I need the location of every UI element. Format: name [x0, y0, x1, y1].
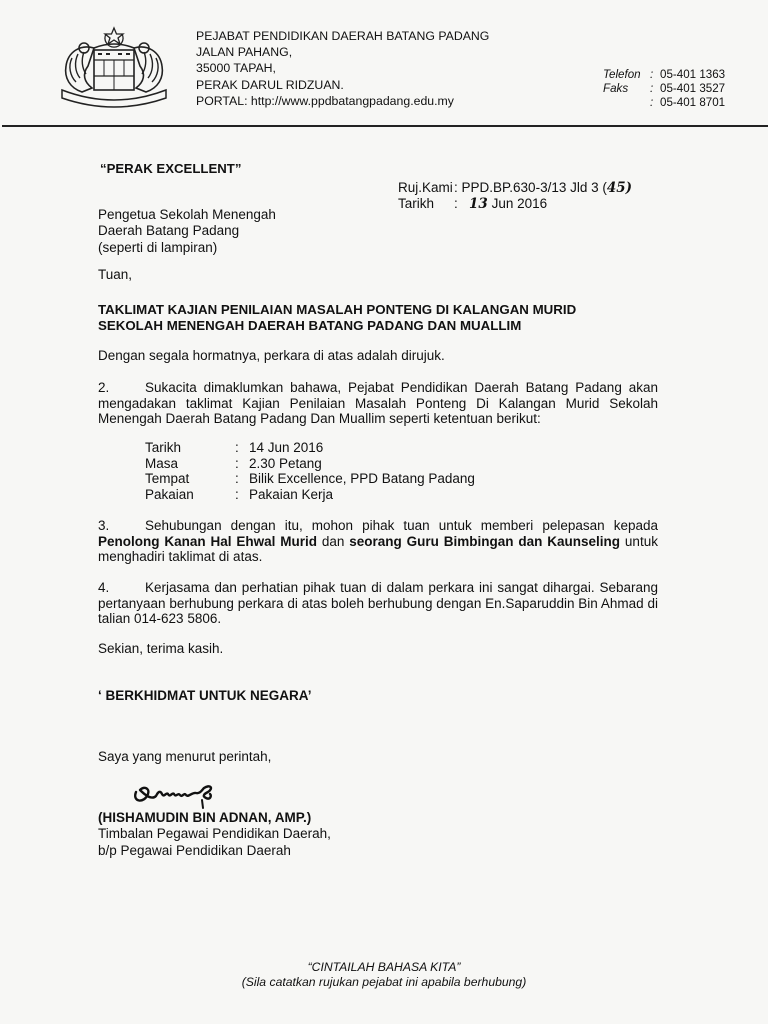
paragraph-3: 3. Sehubungan dengan itu, mohon pihak tuan untuk memberi pelepasan kepada Penolong Kanan Hal Ehwal Murid dan seorang Guru Bimbingan dan Kaunseling untuk menghadiri taklimat di atas. — [98, 518, 658, 565]
reference-block: Ruj.Kami : PPD.BP.630-3/13 Jld 3 ( 45 ) Tarikh : 13 Jun 2016 — [398, 180, 633, 212]
portal-line: PORTAL: http://www.ppdbatangpadang.edu.my — [196, 93, 454, 108]
malaysia-coat-of-arms-emblem — [44, 26, 184, 110]
header-divider — [2, 125, 768, 127]
colon: : — [650, 96, 654, 110]
handwritten-signature — [130, 778, 222, 810]
paragraph-number: 3. — [98, 518, 110, 533]
signer-name: (HISHAMUDIN BIN ADNAN, AMP.) — [98, 810, 312, 825]
address-line: 35000 TAPAH, — [196, 61, 276, 76]
ruj-value: PPD.BP.630-3/13 Jld 3 ( — [461, 180, 607, 195]
address-line: PEJABAT PENDIDIKAN DAERAH BATANG PADANG — [196, 29, 490, 43]
tarikh-label: Tarikh — [398, 196, 435, 211]
signer-block — [98, 810, 331, 859]
motto: ‘ BERKHIDMAT UNTUK NEGARA’ — [98, 688, 312, 703]
paragraph-text: Kerjasama dan perhatian pihak tuan di dalam perkara ini sangat dihargai. Sebarang pertanyaan berhubung perkara di atas boleh berhubung dengan En.Saparuddin Bin Ahmad di talian 014-623 5806. — [98, 580, 658, 627]
bold-role: Penolong Kanan Hal Ehwal Murid — [98, 533, 317, 549]
signer-on-behalf: b/p Pegawai Pendidikan Daerah — [98, 842, 291, 858]
letterhead-address — [196, 28, 489, 109]
paragraph-4 — [98, 580, 658, 627]
detail-row: Tarikh : 14 Jun 2016 — [145, 440, 324, 455]
detail-row: Tempat : Bilik Excellence, PPD Batang Padang — [145, 471, 475, 487]
tarikh-handwritten-day: 13 — [469, 196, 488, 212]
telefon-label: Telefon — [603, 68, 641, 81]
subject-heading — [98, 302, 658, 333]
paragraph-number: 4. — [98, 580, 110, 595]
recipient-line: Daerah Batang Padang — [98, 223, 240, 239]
ruj-label: Ruj.Kami — [398, 180, 453, 195]
recipient-line: Pengetua Sekolah Menengah — [98, 207, 276, 222]
detail-row: Pakaian : Pakaian Kerja — [145, 486, 334, 502]
detail-value: Bilik Excellence, PPD Batang Padang — [249, 471, 475, 487]
paragraph-number: 2. — [98, 380, 110, 395]
sign-intro: Saya yang menurut perintah, — [98, 749, 272, 764]
colon: : — [650, 68, 654, 81]
address-line: JALAN PAHANG, — [196, 45, 293, 60]
detail-row: Masa : 2.30 Petang — [145, 455, 322, 471]
ruj-handwritten-number: 45 — [606, 180, 626, 196]
faks-value: 05-401 3527 — [660, 82, 726, 96]
contact-block — [603, 68, 725, 111]
detail-label: Tarikh — [145, 440, 182, 455]
footer-note: (Sila catatkan rujukan pejabat ini apabila berhubung) — [241, 975, 527, 989]
bold-role: seorang Guru Bimbingan dan Kaunseling — [349, 533, 621, 549]
detail-value: 2.30 Petang — [249, 455, 322, 471]
colon: : — [650, 82, 654, 96]
closing: Sekian, terima kasih. — [98, 641, 224, 656]
telefon-value: 05-401 1363 — [660, 68, 726, 81]
intro-paragraph: Dengan segala hormatnya, perkara di atas adalah dirujuk. — [98, 348, 445, 363]
subject-line: SEKOLAH MENENGAH DAERAH BATANG PADANG DAN MUALLIM — [98, 317, 522, 333]
detail-value: Pakaian Kerja — [249, 486, 334, 502]
event-details — [145, 440, 475, 502]
footer-slogan: “CINTAILAH BAHASA KITA” — [307, 960, 461, 974]
paragraph-text: Sukacita dimaklumkan bahawa, Pejabat Pendidikan Daerah Batang Padang akan mengadakan taklimat Kajian Penilaian Masalah Ponteng Di Kalangan Murid Sekolah Menengah Daerah Batang Padang Dan Muallim seperti ketentuan berikut: — [98, 380, 658, 427]
detail-label: Masa — [145, 455, 179, 471]
recipient-block — [98, 207, 276, 256]
faks-label: Faks — [603, 82, 629, 96]
slogan: “PERAK EXCELLENT” — [100, 161, 242, 176]
detail-label: Pakaian — [145, 486, 194, 502]
signer-title: Timbalan Pegawai Pendidikan Daerah, — [98, 826, 331, 842]
paragraph-2 — [98, 380, 658, 427]
faks-value: 05-401 8701 — [660, 96, 726, 110]
salutation: Tuan, — [98, 267, 133, 282]
detail-value: 14 Jun 2016 — [249, 440, 324, 455]
tarikh-value: Jun 2016 — [491, 196, 548, 211]
recipient-line: (seperti di lampiran) — [98, 239, 218, 255]
detail-label: Tempat — [145, 471, 190, 487]
address-line: PERAK DARUL RIDZUAN. — [196, 77, 344, 92]
subject-line: TAKLIMAT KAJIAN PENILAIAN MASALAH PONTENG DI KALANGAN MURID — [98, 302, 577, 317]
